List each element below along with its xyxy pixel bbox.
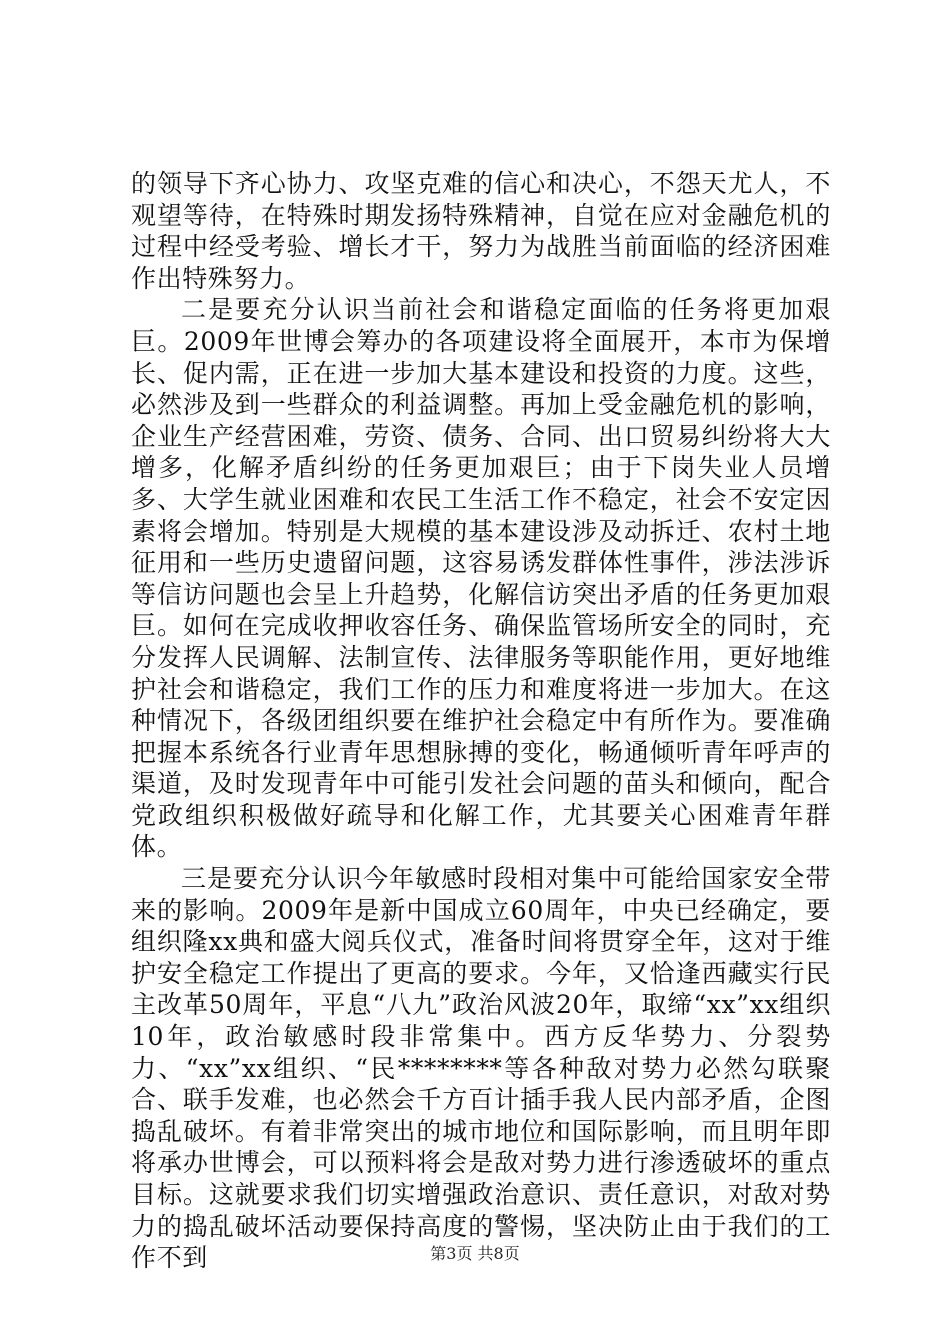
document-body xyxy=(131,168,831,1274)
page-total: 共8页 xyxy=(477,1244,520,1263)
page-number: 第3页 xyxy=(430,1244,473,1263)
paragraph-1: 的领导下齐心协力、攻坚克难的信心和决心，不怨天尤人，不观望等待，在特殊时期发扬特殊精神，自觉在应对金融危机的过程中经受考验、增长才干，努力为战胜当前面临的经济困难作出特殊努力。 xyxy=(131,169,831,293)
page-footer xyxy=(0,1244,950,1264)
paragraph-2: 二是要充分认识当前社会和谐稳定面临的任务将更加艰巨。2009年世博会筹办的各项建设将全面展开，本市为保增长、促内需，正在进一步加大基本建设和投资的力度。这些，必然涉及到一些群众的利益调整。再加上受金融危机的影响，企业生产经营困难，劳资、债务、合同、出口贸易纠纷将大大增多，化解矛盾纠纷的任务更加艰巨；由于下岗失业人员增多、大学生就业困难和农民工生活工作不稳定，社会不安定因素将会增加。特别是大规模的基本建设涉及动拆迁、农村土地征用和一些历史遗留问题，这容易诱发群体性事件，涉法涉诉等信访问题也会呈上升趋势，化解信访突出矛盾的任务更加艰巨。如何在完成收押收容任务、确保监管场所安全的同时，充分发挥人民调解、法制宣传、法律服务等职能作用，更好地维护社会和谐稳定，我们工作的压力和难度将进一步加大。在这种情况下，各级团组织要在维护社会稳定中有所作为。要准确把握本系统各行业青年思想脉搏的变化，畅通倾听青年呼声的渠道，及时发现青年中可能引发社会问题的苗头和倾向，配合党政组织积极做好疏导和化解工作，尤其要关心困难青年群体。 xyxy=(131,295,831,862)
paragraph-3: 三是要充分认识今年敏感时段相对集中可能给国家安全带来的影响。2009年是新中国成立60周年，中央已经确定，要组织隆xx典和盛大阅兵仪式，准备时间将贯穿全年，这对于维护安全稳定工作提出了更高的要求。今年，又恰逢西藏实行民主改革50周年，平息“八九”政治风波20年，取缔“xx”xx组织10年，政治敏感时段非常集中。西方反华势力、分裂势力、“xx”xx组织、“民********等各种敌对势力必然勾联聚合、联手发难，也必然会千方百计插手我人民内部矛盾，企图捣乱破坏。有着非常突出的城市地位和国际影响，而且明年即将承办世博会，可以预料将会是敌对势力进行渗透破坏的重点目标。这就要求我们切实增强政治意识、责任意识，对敌对势力的捣乱破坏活动要保持高度的警惕，坚决防止由于我们的工作不到 xyxy=(131,864,831,1273)
